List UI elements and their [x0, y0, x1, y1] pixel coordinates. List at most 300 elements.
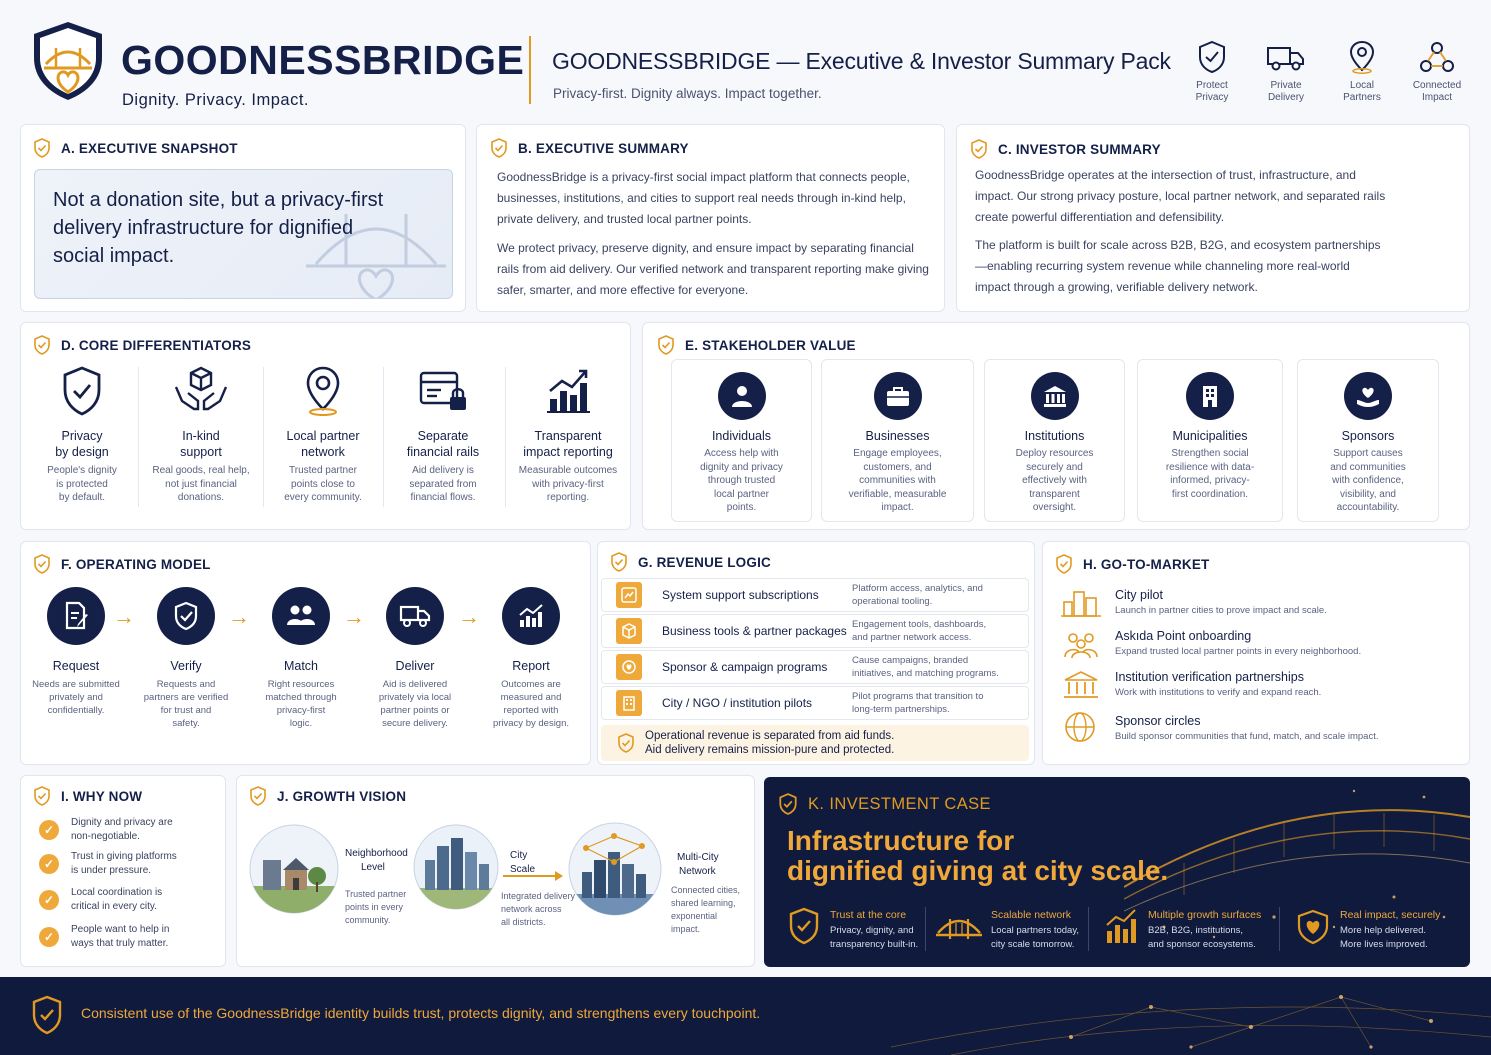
- differentiator-name: Privacy: [61, 429, 103, 443]
- pillar-label: Impact: [1421, 91, 1452, 103]
- why-now-item: [39, 850, 177, 877]
- revenue-desc: [852, 618, 986, 644]
- divider: [263, 367, 264, 507]
- differentiator-name: network: [301, 445, 345, 459]
- revenue-row: [601, 686, 1029, 720]
- section-title: [490, 138, 689, 158]
- section-title-text: D. CORE DIFFERENTIATORS: [61, 337, 252, 353]
- investor-summary-card: [956, 124, 1470, 312]
- differentiator-desc: not just financial: [165, 478, 237, 490]
- investment-headline: Infrastructure for: [787, 825, 1015, 856]
- pillar-desc: Privacy, dignity, and: [830, 925, 914, 936]
- section-title: [1055, 554, 1210, 574]
- revenue-desc-line: and partner network access.: [852, 632, 972, 643]
- growth-stage-desc: points in every: [345, 902, 404, 912]
- step-desc: for trust and: [160, 705, 212, 716]
- arrow-head-icon: [555, 871, 563, 881]
- exec-summary-p1: GoodnessBridge is a privacy-first social impact platform that connects people, businesses, institutions, and cities to support real needs through in-kind help, private delivery, and trusted local partner points.: [497, 170, 910, 226]
- go-to-market-card: [1042, 541, 1470, 765]
- page-subtitle: Privacy-first. Dignity always. Impact together.: [553, 86, 822, 101]
- stakeholder-card: [1297, 359, 1439, 522]
- shield-check-icon: [970, 139, 988, 159]
- differentiator-item: [145, 365, 257, 505]
- stakeholder-value-card: [642, 322, 1470, 530]
- section-title: [970, 139, 1161, 159]
- step-desc: privately via local: [378, 692, 452, 703]
- growth-stage-name: Scale: [510, 864, 536, 875]
- operating-step: [366, 587, 464, 730]
- section-title: [778, 793, 991, 815]
- section-title-text: A. EXECUTIVE SNAPSHOT: [61, 140, 238, 156]
- why-now-line: Trust in giving platforms: [71, 851, 177, 862]
- section-title-text: B. EXECUTIVE SUMMARY: [518, 140, 689, 156]
- differentiator-desc: reporting.: [546, 492, 590, 503]
- why-now-line: critical in every city.: [71, 900, 157, 912]
- operating-step: [27, 587, 125, 717]
- section-title-text: I. WHY NOW: [61, 788, 143, 804]
- network-icon: [1419, 40, 1455, 74]
- stakeholder-desc: visibility, and: [1340, 488, 1396, 500]
- package-icon: [616, 618, 642, 644]
- page-title: GOODNESSBRIDGE — Executive & Investor Summary Pack: [552, 48, 1171, 74]
- pillar-desc: transparency built-in.: [830, 939, 919, 950]
- location-pin-icon: [1347, 40, 1377, 74]
- stakeholder-desc: first coordination.: [1171, 488, 1249, 500]
- section-title: [33, 138, 238, 158]
- operating-step: [252, 587, 350, 730]
- stakeholder-name: Individuals: [711, 429, 772, 443]
- why-now-line: Local coordination is: [71, 887, 163, 898]
- step-desc: safety.: [172, 718, 200, 729]
- brand-logo-icon: [26, 18, 110, 102]
- gtm-desc: Expand trusted local partner points in every neighborhood.: [1115, 646, 1362, 657]
- step-desc: Outcomes are: [501, 679, 561, 690]
- differentiator-name: impact reporting: [523, 445, 613, 459]
- header: [0, 0, 1491, 120]
- operating-step: [137, 587, 235, 730]
- pillar-desc: B2B, B2G, institutions,: [1148, 925, 1244, 936]
- investment-pillar: [1102, 903, 1272, 955]
- growth-stage-name: City: [510, 850, 528, 861]
- snapshot-line: social impact.: [53, 245, 175, 267]
- shield-check-icon: [33, 554, 51, 574]
- section-title-text: H. GO-TO-MARKET: [1083, 556, 1210, 572]
- section-title: [33, 786, 142, 806]
- stakeholder-desc: communities with: [859, 475, 936, 486]
- pillar-desc: city scale tomorrow.: [991, 939, 1075, 950]
- stakeholder-card: [984, 359, 1125, 522]
- stakeholder-card: [671, 359, 812, 522]
- step-desc: Needs are submitted: [32, 679, 120, 690]
- growth-stage-desc: shared learning,: [671, 898, 736, 908]
- revenue-name: Sponsor & campaign programs: [662, 660, 828, 674]
- arrow-right-icon: →: [458, 604, 480, 629]
- heart-hand-icon: [1344, 372, 1392, 420]
- snapshot-line: delivery infrastructure for dignified: [53, 217, 354, 239]
- differentiator-desc: by default.: [58, 492, 106, 503]
- stakeholder-name: Institutions: [1024, 429, 1085, 443]
- section-title-text: C. INVESTOR SUMMARY: [998, 141, 1161, 157]
- investor-summary-p1: GoodnessBridge operates at the intersection of trust, infrastructure, and impact. Our strong privacy posture, local partner network, and separated rails create powerful differentiation and defensibility.: [975, 168, 1386, 224]
- executive-summary-card: [476, 124, 945, 312]
- shield-check-icon: [60, 365, 104, 417]
- section-title-text: K. INVESTMENT CASE: [808, 794, 991, 813]
- step-desc: privately and: [49, 692, 103, 703]
- stakeholder-desc: dignity and privacy: [700, 461, 783, 473]
- header-divider: [529, 36, 531, 104]
- growth-stage-desc: all districts.: [501, 917, 546, 927]
- differentiator-name: Local partner: [286, 429, 360, 443]
- hands-box-icon: [172, 365, 230, 417]
- brand-tagline: Dignity. Privacy. Impact.: [122, 91, 310, 109]
- gtm-item: [1061, 668, 1461, 702]
- pillar-label: Connected: [1412, 80, 1462, 91]
- campaign-icon: [616, 654, 642, 680]
- revenue-row: [601, 650, 1029, 684]
- section-title: [33, 335, 251, 355]
- growth-stage-name: Neighborhood: [345, 848, 408, 859]
- differentiator-item: [269, 365, 377, 505]
- stakeholder-desc: Engage employees,: [853, 448, 942, 459]
- step-desc: privacy-first: [276, 705, 326, 716]
- person-icon: [718, 372, 766, 420]
- snapshot-statement: [53, 186, 383, 270]
- differentiator-desc: financial flows.: [410, 492, 476, 503]
- step-desc: partners are verified: [143, 692, 229, 703]
- revenue-desc: [852, 690, 983, 716]
- check-icon: ✓: [39, 820, 59, 840]
- revenue-desc-line: operational tooling.: [852, 596, 933, 607]
- stakeholder-card: [1137, 359, 1283, 522]
- section-title: [249, 786, 406, 806]
- executive-snapshot-card: [20, 124, 466, 312]
- snapshot-line: Not a donation site, but a privacy-first: [53, 189, 384, 211]
- card-lock-icon: [416, 365, 470, 417]
- growth-stage-desc: Trusted partner: [345, 889, 407, 899]
- divider: [925, 907, 926, 951]
- stakeholder-name: Municipalities: [1172, 429, 1248, 443]
- people-icon: [272, 587, 330, 645]
- step-desc: matched through: [265, 692, 337, 703]
- step-desc: confidentially.: [47, 705, 105, 716]
- section-title: [33, 554, 211, 574]
- gtm-name: Askıda Point onboarding: [1115, 629, 1252, 643]
- pillar-name: Multiple growth surfaces: [1148, 909, 1262, 921]
- stakeholder-desc: local partner: [713, 488, 770, 500]
- differentiator-item: [511, 365, 625, 505]
- investment-pillar: [934, 903, 1094, 955]
- differentiator-name: Transparent: [534, 429, 602, 443]
- institution-icon: [1061, 670, 1101, 700]
- step-desc: secure delivery.: [382, 718, 448, 729]
- step-name: Report: [512, 659, 550, 673]
- differentiator-item: [29, 365, 135, 505]
- section-title-text: G. REVENUE LOGIC: [638, 554, 771, 570]
- stakeholder-name: Businesses: [865, 429, 930, 443]
- why-now-item: [39, 923, 169, 950]
- stakeholder-desc: informed, privacy-: [1170, 475, 1250, 486]
- gtm-item: [1061, 586, 1461, 620]
- city-illustration-icon: [413, 824, 499, 910]
- check-icon: ✓: [39, 927, 59, 947]
- differentiator-name: by design: [55, 445, 109, 459]
- gtm-desc: Work with institutions to verify and expand reach.: [1115, 687, 1322, 698]
- stakeholder-desc: oversight.: [1032, 502, 1077, 513]
- section-title-text: F. OPERATING MODEL: [61, 556, 211, 572]
- divider: [138, 367, 139, 507]
- shield-check-icon: [657, 335, 675, 355]
- network-city-illustration-icon: [568, 822, 662, 916]
- revenue-desc-line: initiatives, and matching programs.: [852, 668, 999, 679]
- arrow-right-icon: →: [113, 604, 135, 629]
- investor-summary-p2: The platform is built for scale across B2B, B2G, and ecosystem partnerships—enabling recurring system revenue while channeling more real-world impact through a growing, verifiable delivery network.: [975, 238, 1381, 294]
- header-pillar-protect-privacy: [1184, 40, 1240, 104]
- step-name: Deliver: [395, 659, 435, 673]
- stakeholder-desc: accountability.: [1336, 502, 1400, 513]
- shield-check-icon: [778, 793, 798, 815]
- stakeholder-card: [821, 359, 974, 522]
- step-name: Request: [52, 659, 100, 673]
- stakeholder-desc: and communities: [1330, 461, 1406, 473]
- shield-check-icon: [157, 587, 215, 645]
- divider: [1279, 907, 1280, 951]
- stakeholder-desc: through trusted: [707, 475, 776, 486]
- investment-headline: dignified giving at city scale.: [787, 855, 1169, 886]
- growth-stage-name: Network: [679, 866, 716, 877]
- revenue-desc-line: Pilot programs that transition to: [852, 691, 984, 702]
- stakeholder-desc: with confidence,: [1332, 475, 1404, 486]
- gtm-name: City pilot: [1115, 588, 1163, 602]
- differentiator-name: In-kind: [182, 429, 220, 443]
- stakeholder-desc: Access help with: [704, 448, 779, 459]
- why-now-card: [20, 775, 226, 967]
- neighborhood-illustration-icon: [249, 824, 339, 914]
- gtm-desc: Build sponsor communities that fund, match, and scale impact.: [1115, 731, 1379, 742]
- investment-case-card: [764, 777, 1470, 967]
- building-icon: [616, 690, 642, 716]
- shield-check-icon: [33, 786, 51, 806]
- shield-check-icon: [788, 907, 820, 945]
- investment-pillar: [784, 903, 934, 955]
- shield-check-icon: [490, 138, 508, 158]
- pillar-label: Partners: [1343, 91, 1381, 103]
- growth-stage-desc: exponential: [671, 911, 718, 921]
- investment-pillar: [1292, 903, 1464, 955]
- differentiator-desc: points close to: [291, 478, 355, 490]
- pillar-label: Protect: [1196, 80, 1228, 91]
- why-now-line: non-negotiable.: [71, 830, 140, 842]
- differentiator-name: Separate: [417, 429, 469, 443]
- step-desc: partner points or: [380, 705, 450, 716]
- differentiator-desc: is protected: [56, 478, 108, 490]
- shield-check-icon: [617, 733, 635, 753]
- revenue-name: System support subscriptions: [662, 588, 819, 602]
- divider: [505, 367, 506, 507]
- step-desc: privacy by design.: [492, 718, 570, 729]
- core-differentiators-card: [20, 322, 631, 530]
- step-desc: measured and: [500, 692, 562, 703]
- dashboard-icon: [616, 582, 642, 608]
- section-title: [610, 552, 771, 572]
- document-pen-icon: [47, 587, 105, 645]
- differentiator-item: [389, 365, 497, 505]
- shield-check-icon: [610, 552, 628, 572]
- pillar-label: Privacy: [1195, 91, 1229, 103]
- gtm-name: Sponsor circles: [1115, 714, 1201, 728]
- pillar-name: Scalable network: [991, 909, 1071, 921]
- growth-stage-desc: Integrated delivery: [501, 891, 576, 901]
- step-name: Match: [283, 659, 319, 673]
- arrow-right-icon: →: [228, 604, 250, 629]
- pillar-name: Trust at the core: [830, 909, 907, 921]
- growth-stage-name: Level: [361, 862, 385, 873]
- why-now-line: Dignity and privacy are: [71, 817, 173, 828]
- globe-icon: [1063, 710, 1097, 744]
- truck-icon: [1266, 40, 1306, 74]
- revenue-row: [601, 614, 1029, 648]
- stakeholder-desc: securely and: [1026, 461, 1083, 473]
- gtm-name: Institution verification partnerships: [1115, 670, 1304, 684]
- pillar-desc: Local partners today,: [991, 925, 1080, 936]
- differentiator-desc: Aid delivery is: [412, 465, 474, 476]
- differentiator-desc: Real goods, real help,: [152, 465, 250, 476]
- gtm-desc: Launch in partner cities to prove impact and scale.: [1115, 605, 1327, 616]
- stakeholder-desc: transparent: [1029, 488, 1080, 500]
- shield-check-icon: [1055, 554, 1073, 574]
- section-title-text: J. GROWTH VISION: [277, 788, 407, 804]
- truck-icon: [386, 587, 444, 645]
- community-icon: [1061, 629, 1101, 659]
- revenue-desc-line: Cause campaigns, branded: [852, 655, 969, 666]
- stakeholder-desc: effectively with: [1022, 475, 1087, 486]
- gtm-item: [1061, 710, 1461, 744]
- bar-chart-icon: [544, 365, 592, 417]
- step-name: Verify: [170, 659, 202, 673]
- pillar-label: Private: [1270, 80, 1302, 91]
- why-now-line: ways that truly matter.: [71, 937, 169, 949]
- stakeholder-desc: Support causes: [1333, 448, 1403, 459]
- step-desc: Aid is delivered: [382, 679, 448, 690]
- stakeholder-name: Sponsors: [1341, 429, 1395, 443]
- stakeholder-desc: Deploy resources: [1015, 448, 1094, 459]
- check-icon: ✓: [39, 890, 59, 910]
- pillar-label: Local: [1350, 80, 1374, 91]
- revenue-name: City / NGO / institution pilots: [662, 696, 813, 710]
- step-desc: Requests and: [156, 679, 216, 690]
- revenue-note: [601, 725, 1029, 761]
- revenue-name: Business tools & partner packages: [662, 624, 847, 638]
- footer: [0, 977, 1491, 1055]
- differentiator-desc: Measurable outcomes: [518, 465, 618, 476]
- differentiator-desc: separated from: [409, 478, 477, 490]
- growth-stage-desc: community.: [345, 915, 391, 925]
- step-desc: reported with: [503, 705, 559, 716]
- pillar-desc: More lives improved.: [1340, 939, 1428, 950]
- growth-vision-card: [236, 775, 755, 967]
- stakeholder-desc: customers, and: [863, 461, 932, 473]
- growth-stage-desc: Connected cities,: [671, 885, 741, 895]
- stakeholder-desc: verifiable, measurable: [848, 488, 947, 500]
- shield-check-icon: [31, 995, 63, 1035]
- divider: [383, 367, 384, 507]
- differentiator-name: support: [180, 445, 222, 459]
- revenue-note-line: Operational revenue is separated from aid funds.: [645, 730, 895, 742]
- differentiator-desc: donations.: [177, 492, 225, 503]
- stakeholder-desc: points.: [726, 502, 757, 513]
- differentiator-desc: with privacy-first: [532, 478, 604, 490]
- revenue-desc: [852, 582, 983, 608]
- step-desc: Right resources: [267, 679, 335, 690]
- brand-name: GOODNESSBRIDGE: [121, 37, 525, 83]
- header-pillar-private-delivery: [1256, 40, 1316, 104]
- growth-stage-name: Multi-City: [677, 852, 719, 863]
- revenue-note-line: Aid delivery remains mission-pure and protected.: [645, 744, 895, 756]
- check-icon: ✓: [39, 854, 59, 874]
- why-now-line: is under pressure.: [71, 864, 152, 876]
- why-now-line: People want to help in: [71, 924, 170, 935]
- shield-check-icon: [1197, 40, 1227, 74]
- header-pillar-connected-impact: [1406, 40, 1468, 104]
- step-desc: logic.: [289, 718, 313, 729]
- exec-summary-p2: We protect privacy, preserve dignity, and ensure impact by separating financial rails from aid delivery. Our verified network and transparent reporting make giving safer, smarter, and more effective for everyone.: [497, 241, 929, 297]
- briefcase-icon: [874, 372, 922, 420]
- arrow-right-icon: [503, 875, 559, 877]
- header-pillar-local-partners: [1334, 40, 1390, 104]
- pillar-name: Real impact, securely: [1340, 909, 1441, 921]
- differentiator-desc: every community.: [284, 492, 362, 503]
- why-now-item: [39, 886, 162, 913]
- pillar-desc: More help delivered.: [1340, 925, 1427, 936]
- growth-stage-desc: network across: [501, 904, 562, 914]
- revenue-desc: [852, 654, 999, 680]
- why-now-item: [39, 816, 173, 843]
- stakeholder-desc: resilience with data-: [1165, 461, 1255, 473]
- gtm-item: [1061, 627, 1461, 661]
- revenue-desc-line: Engagement tools, dashboards,: [852, 619, 987, 630]
- growth-stage-desc: impact.: [671, 924, 701, 934]
- heart-hands-icon: [1294, 907, 1332, 945]
- city-building-icon: [1186, 372, 1234, 420]
- shield-check-icon: [249, 786, 267, 806]
- institution-icon: [1031, 372, 1079, 420]
- shield-check-icon: [33, 138, 51, 158]
- network-decoration: [891, 977, 1491, 1055]
- differentiator-desc: Trusted partner: [289, 465, 357, 476]
- bar-chart-icon: [1104, 907, 1138, 945]
- operating-step: [482, 587, 580, 730]
- footer-text: Consistent use of the GoodnessBridge identity builds trust, protects dignity, and strengthens every touchpoint.: [81, 1005, 761, 1021]
- arrow-right-icon: →: [343, 604, 365, 629]
- revenue-desc-line: long-term partnerships.: [852, 704, 950, 715]
- bridge-icon: [936, 909, 982, 945]
- pillar-label: Delivery: [1267, 91, 1305, 103]
- pillar-desc: and sponsor ecosystems.: [1148, 939, 1256, 950]
- operating-model-card: [20, 541, 591, 765]
- section-title-text: E. STAKEHOLDER VALUE: [685, 337, 856, 353]
- revenue-row: [601, 578, 1029, 612]
- divider: [1088, 907, 1089, 951]
- location-pin-icon: [303, 365, 343, 417]
- shield-check-icon: [33, 335, 51, 355]
- growth-chart-icon: [502, 587, 560, 645]
- section-title: [657, 335, 856, 355]
- differentiator-name: financial rails: [406, 445, 480, 459]
- revenue-desc-line: Platform access, analytics, and: [852, 583, 983, 594]
- snapshot-box: [34, 169, 453, 299]
- city-icon: [1061, 588, 1101, 618]
- stakeholder-desc: impact.: [881, 502, 914, 513]
- stakeholder-desc: Strengthen social: [1171, 448, 1249, 459]
